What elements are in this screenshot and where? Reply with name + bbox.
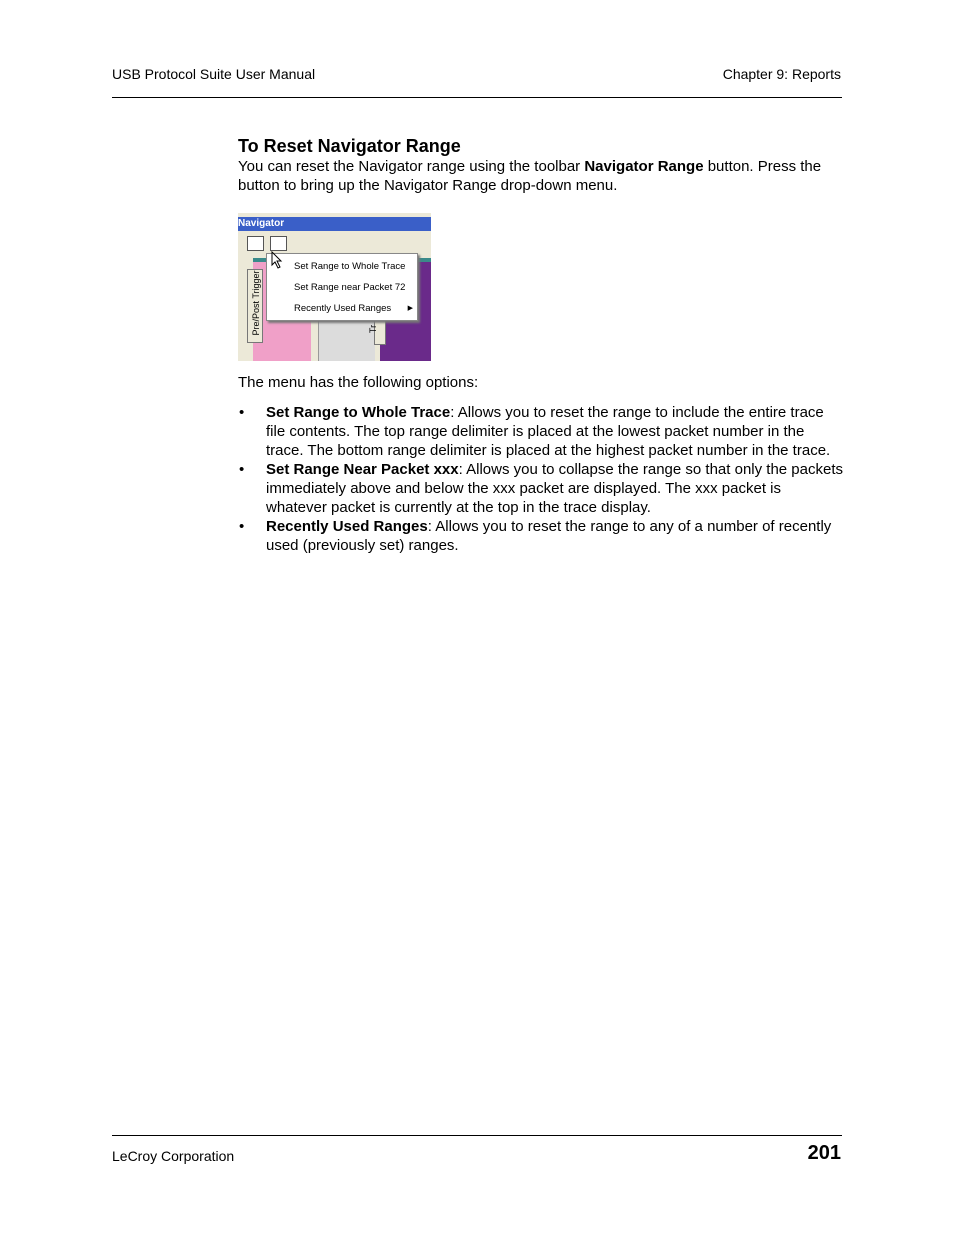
running-header-title: USB Protocol Suite User Manual bbox=[112, 66, 316, 82]
navigator-range-dropdown bbox=[266, 253, 418, 321]
header-rule bbox=[112, 97, 842, 98]
running-header-chapter: Chapter 9: Reports bbox=[722, 66, 841, 82]
submenu-arrow-icon: ▶ bbox=[407, 305, 413, 312]
section-title: To Reset Navigator Range bbox=[238, 136, 461, 156]
list-item: • Recently Used Ranges: Allows you to reset the range to any of a number of recently used (previously set) ranges. bbox=[239, 518, 832, 554]
footer-company: LeCroy Corporation bbox=[112, 1148, 235, 1164]
trace-tab[interactable]: Tr bbox=[374, 313, 386, 345]
menu-intro: The menu has the following options: bbox=[238, 374, 479, 391]
footer-rule bbox=[112, 1135, 842, 1136]
navigator-range-term: Navigator Range bbox=[584, 158, 704, 175]
page-number: 201 bbox=[807, 1142, 841, 1164]
navigator-titlebar: Navigator bbox=[238, 217, 431, 231]
pre-post-trigger-tab[interactable]: Pre/Post Trigger bbox=[247, 269, 263, 343]
menu-item-recent-ranges[interactable]: Recently Used Ranges bbox=[294, 303, 392, 314]
options-list bbox=[238, 403, 844, 555]
intro-paragraph: You can reset the Navigator range using the toolbar Navigator Range button. Press the button to bring up the Navigator Range drop-down menu. bbox=[238, 158, 822, 194]
navigator-toolbar bbox=[238, 232, 431, 254]
main-content bbox=[238, 135, 844, 555]
list-item: • Set Range Near Packet xxx: Allows you to collapse the range so that only the packets immediately above and below the xxx packet are displayed. The xxx packet is whatever packet is currently at the top in the trace display. bbox=[239, 461, 844, 516]
list-item: • Set Range to Whole Trace: Allows you to reset the range to include the entire trace file contents. The top range delimiter is placed at the lowest packet number in the trace. The bottom range delimiter is placed at the highest packet number in the trace. bbox=[239, 404, 831, 459]
navigator-menu-screenshot bbox=[238, 213, 431, 361]
mouse-pointer-icon bbox=[271, 251, 283, 269]
menu-item-whole-trace[interactable]: Set Range to Whole Trace bbox=[294, 261, 406, 272]
navigator-range-icon[interactable] bbox=[270, 236, 287, 251]
navigator-toolbar-icon[interactable] bbox=[247, 236, 264, 251]
menu-item-near-packet[interactable]: Set Range near Packet 72 bbox=[294, 282, 406, 293]
